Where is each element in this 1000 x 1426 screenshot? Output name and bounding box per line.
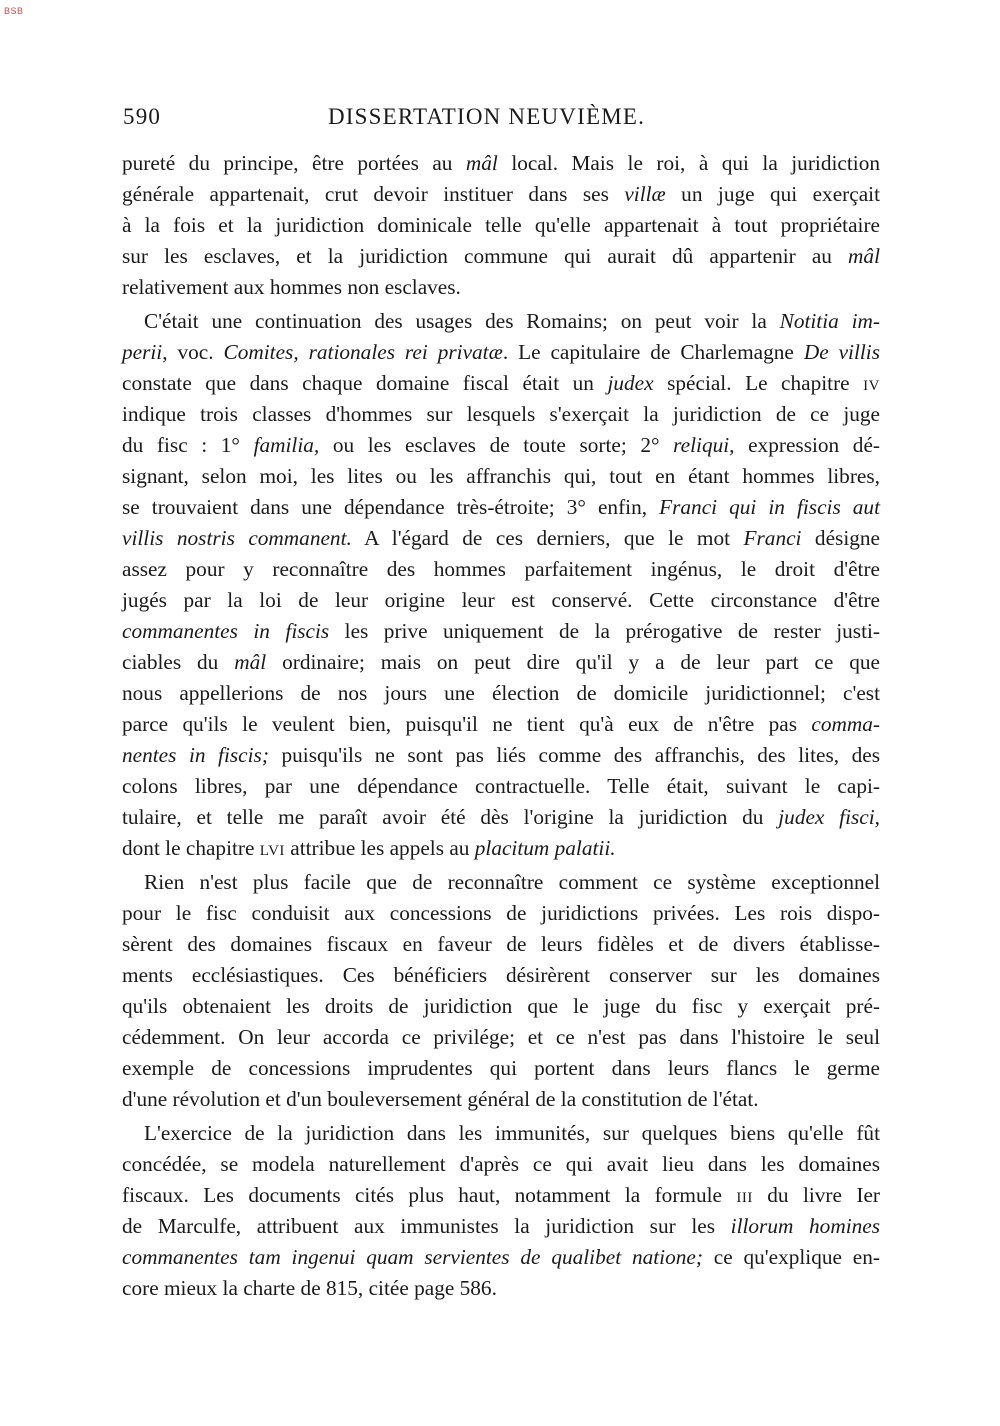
text-line xyxy=(122,241,880,272)
italic-term: mâl xyxy=(465,151,498,175)
text-run: colons libres, par une dépendance contractuelle. Telle était, suivant le capi- xyxy=(122,774,880,798)
text-line xyxy=(122,867,880,898)
text-run: , voc. xyxy=(162,340,224,364)
text-run: core mieux la charte de 815, citée page 586. xyxy=(122,1276,497,1300)
italic-term: familia, xyxy=(253,433,320,457)
text-run: qu'ils obtenaient les droits de juridiction que le juge du fisc y exerçait pré- xyxy=(122,994,880,1018)
italic-term: villis nostris commanent. xyxy=(122,526,352,550)
text-line xyxy=(122,1149,880,1180)
text-line xyxy=(122,399,880,430)
italic-term: villæ xyxy=(624,182,666,206)
body-text xyxy=(122,148,880,1304)
text-line xyxy=(122,179,880,210)
text-line xyxy=(122,771,880,802)
roman-numeral: LVI xyxy=(259,843,285,859)
italic-term: De villis xyxy=(803,340,880,364)
text-run: attribue les appels au xyxy=(284,836,475,860)
text-run: signant, selon moi, les lites ou les affranchis qui, tout en étant hommes libres, xyxy=(122,464,880,488)
italic-term: Comites, rationales rei privatæ xyxy=(223,340,503,364)
italic-term: illorum homines xyxy=(730,1214,881,1238)
italic-term: commanentes tam ingenui quam servientes de qualibet natione; xyxy=(122,1245,703,1269)
text-run: de Marculfe, attribuent aux immunistes la juridiction sur les xyxy=(122,1214,731,1238)
text-run: ordinaire; mais on peut dire qu'il y a de leur part ce que xyxy=(266,650,881,674)
text-line xyxy=(122,461,880,492)
text-run: tulaire, et telle me paraît avoir été dès l'origine la juridiction du xyxy=(122,805,779,829)
text-run: local. Mais le roi, à qui la juridiction xyxy=(497,151,880,175)
text-line xyxy=(122,554,880,585)
text-run: du fisc : 1° xyxy=(122,433,254,457)
text-run: dont le chapitre xyxy=(122,836,260,860)
italic-term: commanentes in fiscis xyxy=(122,619,330,643)
text-run: indique trois classes d'hommes sur lesquels s'exerçait la juridiction de ce juge xyxy=(122,402,880,426)
text-run: C'était une continuation des usages des Romains; on peut voir la xyxy=(144,309,780,333)
italic-term: nentes in fiscis; xyxy=(122,743,269,767)
roman-numeral: IV xyxy=(863,378,880,394)
text-line xyxy=(122,272,880,303)
text-run: ments ecclésiastiques. Ces bénéficiers désirèrent conserver sur les domaines xyxy=(122,963,880,987)
paragraph xyxy=(122,148,880,303)
text-run: du livre Ier xyxy=(752,1183,880,1207)
text-line xyxy=(122,523,880,554)
text-line xyxy=(122,368,880,399)
text-line xyxy=(122,647,880,678)
text-run: concédée, se modela naturellement d'après ce qui avait lieu dans les domaines xyxy=(122,1152,880,1176)
text-line xyxy=(122,210,880,241)
text-line xyxy=(122,991,880,1022)
text-run: ou les esclaves de toute sorte; 2° xyxy=(319,433,674,457)
text-run: Rien n'est plus facile que de reconnaître comment ce système exceptionnel xyxy=(144,870,880,894)
italic-term: judex xyxy=(607,371,654,395)
text-line xyxy=(122,1053,880,1084)
text-run: les prive uniquement de la prérogative de rester justi- xyxy=(329,619,880,643)
page-number: 590 xyxy=(123,104,162,129)
text-run: pureté du principe, être portées au xyxy=(122,151,466,175)
italic-term: reliqui, xyxy=(673,433,735,457)
text-line xyxy=(122,1022,880,1053)
text-run: désigne xyxy=(801,526,880,550)
paragraph xyxy=(122,867,880,1115)
text-run: un juge qui exerçait xyxy=(665,182,880,206)
text-run: jugés par la loi de leur origine leur est conservé. Cette circonstance d'être xyxy=(122,588,880,612)
text-line xyxy=(122,492,880,523)
text-run: expression dé- xyxy=(734,433,880,457)
text-run: parce qu'ils le veulent bien, puisqu'il ne tient qu'à eux de n'être pas xyxy=(122,712,812,736)
text-run: constate que dans chaque domaine fiscal était un xyxy=(122,371,608,395)
text-run: fiscaux. Les documents cités plus haut, notamment la formule xyxy=(122,1183,737,1207)
text-run: exemple de concessions imprudentes qui portent dans leurs flancs le germe xyxy=(122,1056,880,1080)
italic-term: judex fisci, xyxy=(778,805,880,829)
text-run: ciables du xyxy=(122,650,235,674)
text-run: générale appartenait, crut devoir instituer dans ses xyxy=(122,182,625,206)
text-run: A l'égard de ces derniers, que le mot xyxy=(351,526,744,550)
paragraph xyxy=(122,306,880,864)
text-run: d'une révolution et d'un bouleversement général de la constitution de l'état. xyxy=(122,1087,759,1111)
text-run: ce qu'explique en- xyxy=(702,1245,880,1269)
text-run: L'exercice de la juridiction dans les immunités, sur quelques biens qu'elle fût xyxy=(144,1121,880,1145)
text-line xyxy=(122,929,880,960)
roman-numeral: III xyxy=(736,1190,753,1206)
italic-term: placitum palatii. xyxy=(474,836,616,860)
text-line xyxy=(122,337,880,368)
library-stamp: BSB xyxy=(4,6,24,16)
text-run: se trouvaient dans une dépendance très-étroite; 3° enfin, xyxy=(122,495,660,519)
text-run: sur les esclaves, et la juridiction commune qui aurait dû appartenir au xyxy=(122,244,849,268)
text-run: . Le capitulaire de Charlemagne xyxy=(502,340,804,364)
italic-term: mâl xyxy=(848,244,880,268)
italic-term: Franci xyxy=(743,526,802,550)
text-line xyxy=(122,1242,880,1273)
text-line xyxy=(122,802,880,833)
text-line xyxy=(122,1084,880,1115)
italic-term: mâl xyxy=(234,650,267,674)
text-line xyxy=(122,1211,880,1242)
italic-term: perii xyxy=(122,340,163,364)
text-run: pour le fisc conduisit aux concessions de juridictions privées. Les rois dispo- xyxy=(122,901,880,925)
italic-term: comma- xyxy=(811,712,880,736)
text-line xyxy=(122,585,880,616)
text-line xyxy=(122,678,880,709)
text-line xyxy=(122,833,880,864)
italic-term: Notitia im- xyxy=(779,309,880,333)
text-line xyxy=(122,740,880,771)
text-line xyxy=(122,1118,880,1149)
italic-term: Franci qui in fiscis aut xyxy=(659,495,880,519)
text-line xyxy=(122,1273,880,1304)
text-run: puisqu'ils ne sont pas liés comme des affranchis, des lites, des xyxy=(268,743,880,767)
text-run: nous appellerions de nos jours une élection de domicile juridictionnel; c'est xyxy=(122,681,880,705)
text-line xyxy=(122,306,880,337)
text-run: relativement aux hommes non esclaves. xyxy=(122,275,461,299)
text-line xyxy=(122,960,880,991)
text-run: spécial. Le chapitre xyxy=(653,371,864,395)
text-run: assez pour y reconnaître des hommes parfaitement ingénus, le droit d'être xyxy=(122,557,880,581)
text-line xyxy=(122,898,880,929)
text-run: sèrent des domaines fiscaux en faveur de leurs fidèles et de divers établisse- xyxy=(122,932,880,956)
text-run: cédemment. On leur accorda ce privilége; et ce n'est pas dans l'histoire le seul xyxy=(122,1025,880,1049)
text-run: à la fois et la juridiction dominicale telle qu'elle appartenait à tout propriétaire xyxy=(122,213,880,237)
running-title: DISSERTATION NEUVIÈME. xyxy=(328,104,646,129)
text-line xyxy=(122,709,880,740)
paragraph xyxy=(122,1118,880,1304)
text-line xyxy=(122,430,880,461)
text-line xyxy=(122,616,880,647)
text-line xyxy=(122,1180,880,1211)
text-line xyxy=(122,148,880,179)
